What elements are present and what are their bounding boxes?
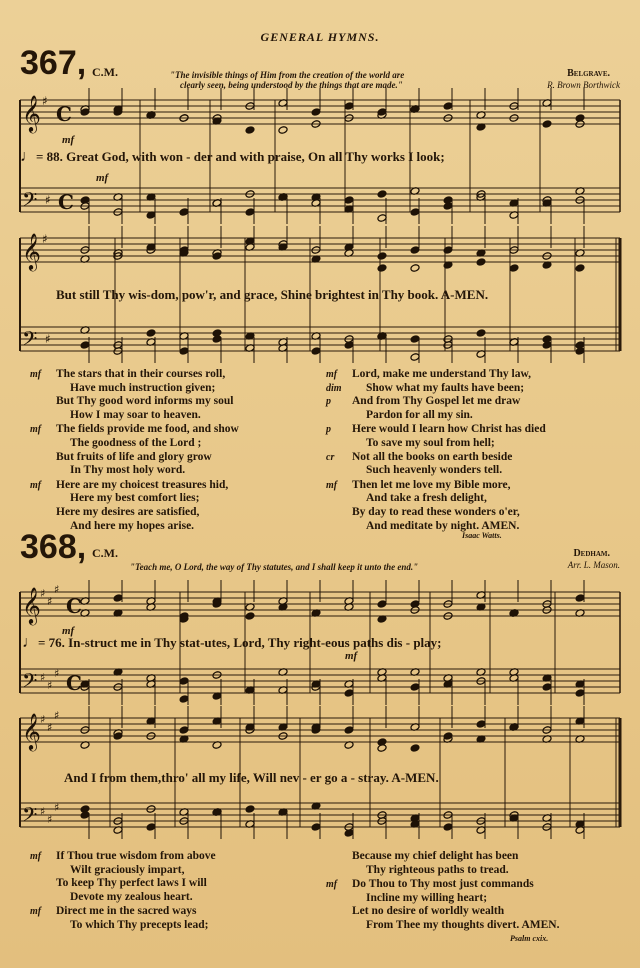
dynamic-marking: mf — [326, 369, 338, 380]
verse-line: Let no desire of worldly wealth — [352, 905, 505, 918]
verse-line: Such heavenly wonders tell. — [366, 464, 503, 477]
meter: C.M. — [92, 65, 118, 79]
composer: Arr. L. Mason. — [567, 560, 620, 570]
scripture-line-1: "Teach me, O Lord, the way of Thy statutes, and I shall keep it unto the end." — [130, 562, 419, 572]
bass-clef-icon: 𝄢 — [22, 327, 38, 355]
notehead — [377, 214, 387, 223]
dynamic-mf: mf — [96, 172, 109, 184]
verse-line: To save my soul from hell; — [366, 436, 495, 449]
sharp-icon: ♯ — [54, 667, 60, 680]
sharp-icon: ♯ — [40, 587, 46, 600]
lyrics-line-1: ♩= 76. In-struct me in Thy stat-utes, Lord, Thy right-eous paths dis - play; — [22, 634, 442, 651]
verse-line: Then let me love my Bible more, mf — [326, 478, 511, 491]
sharp-icon: ♯ — [54, 709, 60, 722]
verse-line: Devote my zealous heart. — [70, 890, 193, 903]
notehead — [575, 594, 585, 603]
notehead — [443, 823, 453, 832]
notehead — [311, 347, 321, 356]
bass-clef-icon: 𝄢 — [22, 803, 38, 831]
lyrics-line-2: But still Thy wis-dom, pow'r, and grace, Shine brightest in Thy book. A-MEN. — [56, 287, 489, 302]
notehead — [410, 246, 420, 255]
treble-clef-icon: 𝄞 — [22, 586, 41, 624]
verse-line: Pardon for all my sin. — [366, 408, 473, 421]
notehead — [410, 208, 420, 217]
stanza — [326, 878, 626, 932]
verse-line: And meditate by night. AMEN. — [366, 519, 520, 532]
verse-line: In Thy most holy word. — [70, 464, 186, 477]
notehead — [179, 726, 189, 735]
tempo: = 88. — [36, 149, 63, 164]
common-time-icon: C — [66, 594, 82, 618]
notehead — [179, 677, 189, 686]
notehead — [146, 329, 156, 338]
sharp-icon: ♯ — [54, 801, 60, 814]
common-time-icon: C — [56, 102, 72, 126]
notehead — [410, 335, 420, 344]
notehead — [344, 726, 354, 735]
treble-clef-icon: 𝄞 — [22, 94, 41, 132]
dynamic-marking: mf — [326, 479, 338, 491]
verse-line: Do Thou to Thy most just commands mf — [326, 878, 534, 891]
verse-line: And from Thy Gospel let me draw p — [326, 395, 521, 408]
scripture-line-1: "The invisible things of Him from the creation of the world are — [170, 70, 405, 80]
verse-line: Here are my choicest treasures hid, mf — [30, 478, 229, 491]
dynamic-marking: mf — [30, 369, 42, 380]
bass-clef-icon: 𝄢 — [22, 188, 38, 216]
lyrics-line-1: ♩= 88. Great God, with won - der and with praise, On all Thy works I look; — [20, 148, 445, 165]
author: Isaac Watts. — [462, 531, 502, 540]
notehead — [443, 102, 453, 111]
sharp-icon: ♯ — [42, 232, 48, 246]
notehead — [377, 264, 387, 273]
stanza — [30, 479, 320, 533]
notehead — [575, 264, 585, 273]
notehead — [410, 264, 420, 273]
notehead — [311, 823, 321, 832]
verse-line: How I may soar to heaven. — [70, 408, 201, 421]
notehead — [410, 744, 420, 753]
dynamic-marking: mf — [30, 851, 42, 862]
lyrics-line-2: And I from them,thro' all my life, Will nev - er go a - stray. A-MEN. — [64, 770, 439, 785]
notehead — [410, 683, 420, 692]
treble-clef-icon: 𝄞 — [22, 712, 41, 750]
stanza — [326, 850, 626, 877]
sharp-icon: ♯ — [47, 813, 53, 826]
dynamic-marking: p — [326, 424, 331, 436]
meter: C.M. — [92, 546, 118, 560]
notehead — [377, 190, 387, 199]
notehead — [311, 108, 321, 117]
verse-line: Have much instruction given; — [70, 381, 216, 394]
stanzas-left-367 — [30, 368, 320, 534]
verse-line: Not all the books on earth beside cr — [326, 450, 513, 463]
stanzas-right-368 — [326, 850, 626, 934]
notehead — [179, 695, 189, 704]
stanza — [30, 905, 330, 932]
sharp-icon: ♯ — [45, 193, 51, 207]
common-time-icon: C — [66, 671, 82, 695]
dynamic-marking: mf — [30, 906, 42, 918]
stanza — [30, 368, 320, 422]
notehead — [377, 600, 387, 609]
verse-line: Direct me in the sacred ways mf — [30, 905, 197, 918]
treble-clef-icon: 𝄞 — [22, 232, 41, 270]
stanza — [30, 850, 330, 904]
notehead — [344, 102, 354, 111]
notehead — [344, 196, 354, 205]
lyrics-text: In-struct me in Thy stat-utes, Lord, Thy right-eous paths dis - play; — [68, 635, 442, 650]
sharp-icon: ♯ — [47, 595, 53, 608]
verse-line: And here my hopes arise. — [70, 519, 195, 532]
sharp-icon: ♯ — [47, 721, 53, 734]
sharp-icon: ♯ — [40, 671, 46, 684]
sharp-icon: ♯ — [45, 332, 51, 346]
tune-name: Belgrave. — [567, 68, 610, 79]
verse-line: Here would I learn how Christ has died p — [326, 423, 546, 436]
notehead — [476, 329, 486, 338]
dynamic-mf: mf — [62, 134, 75, 146]
verse-line: If Thou true wisdom from above mf — [30, 850, 216, 862]
stanza — [326, 423, 626, 477]
verse-line: But fruits of life and glory grow — [56, 450, 212, 463]
scripture-line-2: clearly seen, being understood by the things that are made." — [180, 80, 403, 90]
verse-line: By day to read these wonders o'er, — [352, 505, 520, 518]
verse-line: To keep Thy perfect laws I will — [56, 877, 207, 890]
stanzas-left-368 — [30, 850, 330, 934]
dynamic-marking: mf — [30, 479, 42, 491]
notehead — [146, 823, 156, 832]
verse-line: From Thee my thoughts divert. AMEN. — [366, 918, 560, 931]
sharp-icon: ♯ — [42, 94, 48, 108]
notehead — [575, 689, 585, 698]
verse-line: But Thy good word informs my soul — [56, 395, 234, 408]
verse-line: The goodness of the Lord ; — [70, 436, 202, 449]
tune-name: Dedham. — [573, 548, 610, 559]
verse-line: Lord, make me understand Thy law, mf — [326, 368, 532, 380]
notehead — [542, 120, 552, 129]
running-head: GENERAL HYMNS. — [260, 30, 380, 44]
verse-line: To which Thy precepts lead; — [70, 918, 209, 931]
composer: R. Brown Borthwick — [547, 80, 620, 90]
dynamic-marking: mf — [326, 879, 338, 891]
verse-line: Because my chief delight has been — [352, 850, 519, 862]
sharp-icon: ♯ — [40, 713, 46, 726]
notehead — [80, 341, 90, 350]
verse-line: Show what my faults have been; dim — [326, 381, 525, 394]
common-time-icon: C — [58, 190, 74, 214]
bass-clef-icon: 𝄢 — [22, 669, 38, 697]
hymn-number: 367, — [20, 44, 87, 82]
notehead — [509, 264, 519, 273]
sharp-icon: ♯ — [40, 805, 46, 818]
dynamic-marking: mf — [30, 424, 42, 436]
tempo: = 76. — [38, 635, 65, 650]
dynamic-mf: mf — [62, 625, 75, 637]
dynamic-mf: mf — [345, 650, 358, 662]
lyrics-text: Great God, with won - der and with praise, On all Thy works I look; — [66, 149, 445, 164]
notehead — [245, 612, 255, 621]
verse-line: The fields provide me food, and show mf — [30, 423, 239, 436]
notehead — [245, 208, 255, 217]
notehead — [179, 208, 189, 217]
notehead — [476, 258, 486, 267]
verse-line: Wilt graciously impart, — [70, 863, 185, 876]
stanza — [326, 479, 626, 533]
verse-line: Incline my willing heart; — [366, 891, 488, 904]
verse-line: Thy righteous paths to tread. — [366, 863, 509, 876]
stanzas-right-367 — [326, 368, 626, 534]
stanza — [326, 368, 626, 422]
verse-line: The stars that in their courses roll, mf — [30, 368, 226, 380]
sharp-icon: ♯ — [54, 583, 60, 596]
notehead — [410, 353, 420, 362]
verse-line: Here my best comfort lies; — [70, 492, 200, 505]
notehead — [542, 683, 552, 692]
dynamic-marking: cr — [326, 451, 335, 463]
notehead — [377, 252, 387, 261]
verse-line: Here my desires are satisfied, — [56, 505, 200, 518]
notehead — [476, 720, 486, 729]
verse-line: And take a fresh delight, — [366, 492, 487, 505]
notehead — [245, 805, 255, 814]
notehead — [245, 126, 255, 135]
sharp-icon: ♯ — [47, 679, 53, 692]
notehead — [278, 126, 288, 135]
source: Psalm cxix. — [510, 934, 549, 943]
notehead — [344, 689, 354, 698]
notehead — [113, 594, 123, 603]
stanza — [30, 423, 320, 477]
notehead — [179, 347, 189, 356]
dynamic-marking: p — [326, 396, 331, 408]
hymn-number: 368, — [20, 528, 87, 566]
dynamic-marking: dim — [326, 382, 342, 394]
